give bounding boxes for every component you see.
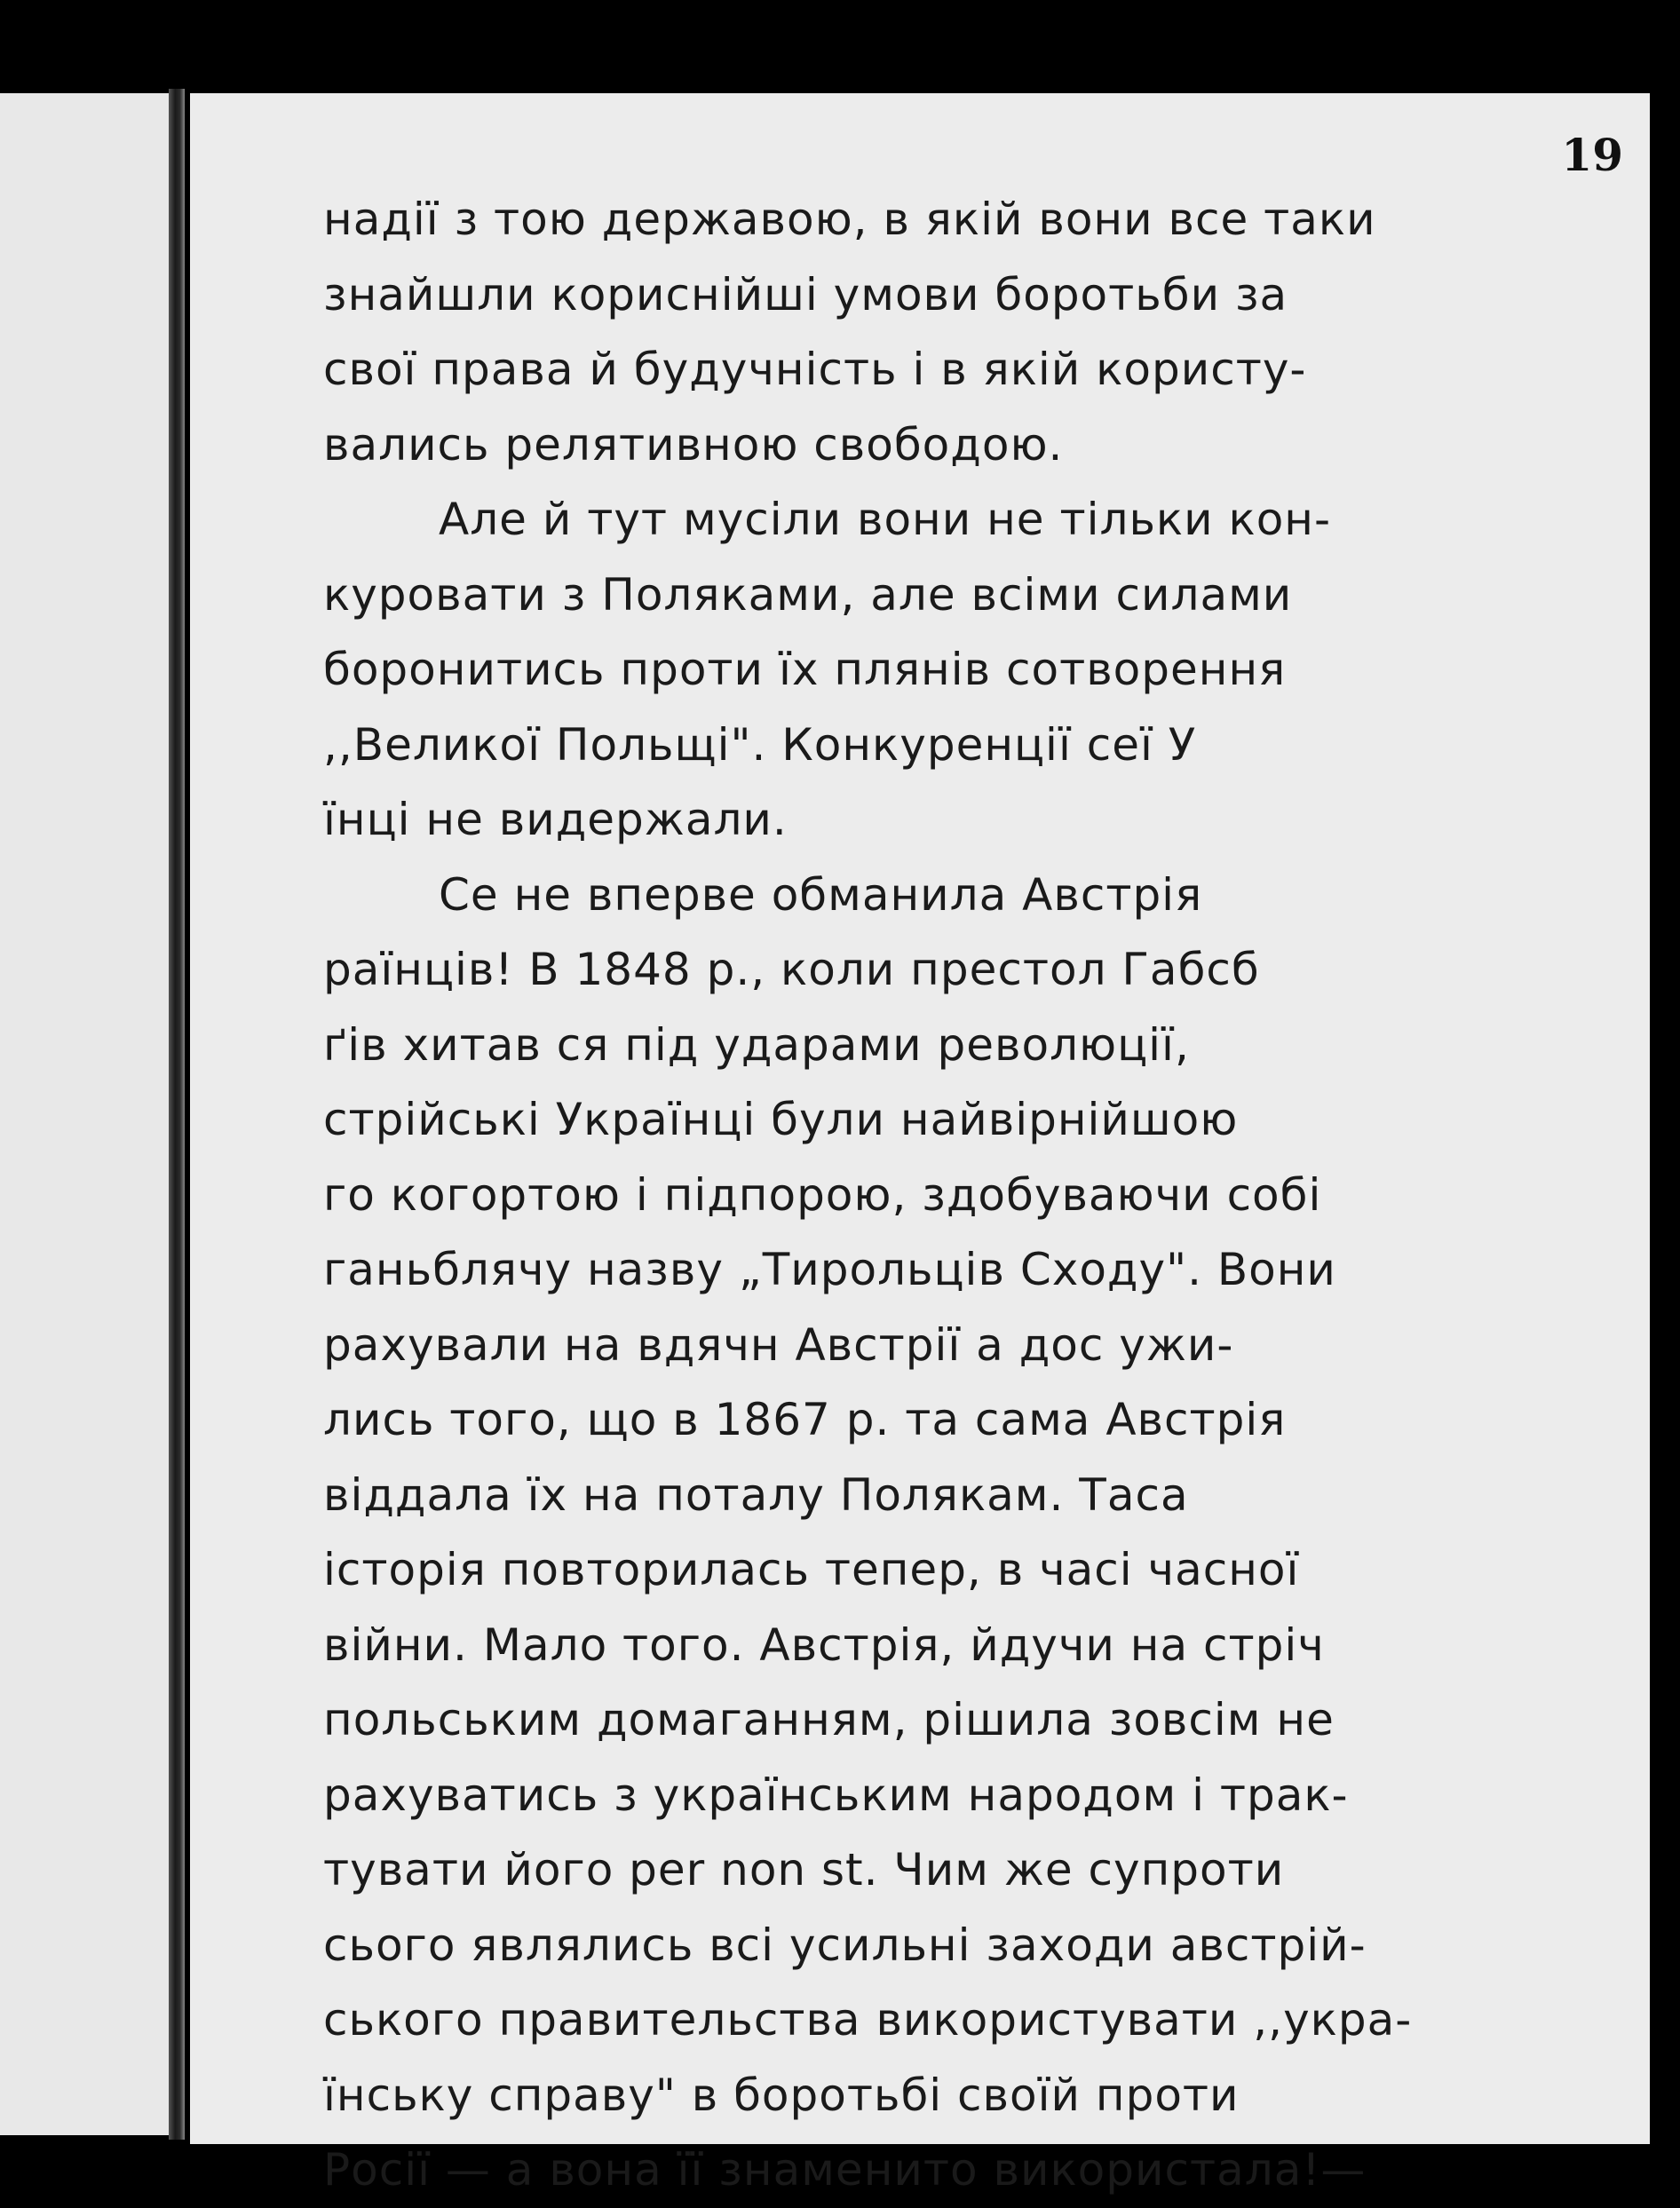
text-line: куровати з Поляками, але всіми силами	[323, 568, 1293, 621]
book-page	[190, 93, 1650, 2196]
text-line: тувати його per non st. Чим же супроти	[323, 1844, 1285, 1895]
text-line: стрійські Українці були найвірнійшою	[323, 1094, 1239, 1145]
text-line: віддала їх на поталу Полякам. Таса	[323, 1468, 1189, 1521]
text-line: рахуватись з українським народом і трак-	[323, 1769, 1349, 1821]
text-line: ського правительства використувати ,,укра-	[323, 1994, 1413, 2046]
text-line: війни. Мало того. Австрія, йдучи на стріч	[323, 1618, 1325, 1671]
text-line: лись того, що в 1867 р. та сама Австрія	[323, 1394, 1287, 1445]
page-text	[323, 182, 1442, 2208]
text-line: свої права й будучність і в якій користу-	[323, 344, 1307, 395]
text-line: сього являлись всі усильні заходи австрій-	[323, 1919, 1367, 1971]
page-number: 19	[1561, 129, 1623, 181]
text-line: ґів хитав ся під ударами революції,	[323, 1018, 1190, 1071]
paragraph-start-line: Се не вперве обманила Австрія	[439, 868, 1203, 921]
text-line: Росії — а вона її знаменито використала!—	[323, 2144, 1367, 2196]
text-line: ,,Великої Польщі". Конкуренції сеї У	[323, 718, 1197, 771]
text-line: го когортою і підпорою, здобуваючи собі	[323, 1168, 1322, 1221]
text-line: знайшли кориснійші умови боротьби за	[323, 268, 1288, 321]
text-line: їнську справу" в боротьбі своїй проти	[323, 2069, 1240, 2121]
paragraph-start-line: Але й тут мусіли вони не тільки кон-	[439, 494, 1332, 545]
text-line: боронитись проти їх плянів сотворення	[323, 644, 1287, 695]
text-line: вались релятивною свободою.	[323, 418, 1064, 471]
book-spine	[169, 89, 185, 2140]
text-line: історія повторилась тепер, в часі часної	[323, 1544, 1300, 1595]
text-line: польським домаганням, рішила зовсім не	[323, 1694, 1335, 1745]
text-line: надії з тою державою, в якій вони все таки	[323, 194, 1376, 245]
text-line: їнці не видержали.	[323, 794, 788, 845]
text-line: рахували на вдячн Австрії а дос ужи-	[323, 1318, 1234, 1371]
text-line: ганьблячу назву „Тирольців Сходу". Вони	[323, 1244, 1336, 1295]
text-line: раїнців! В 1848 р., коли престол Габсб	[323, 944, 1260, 995]
previous-page-edge	[0, 93, 176, 2135]
